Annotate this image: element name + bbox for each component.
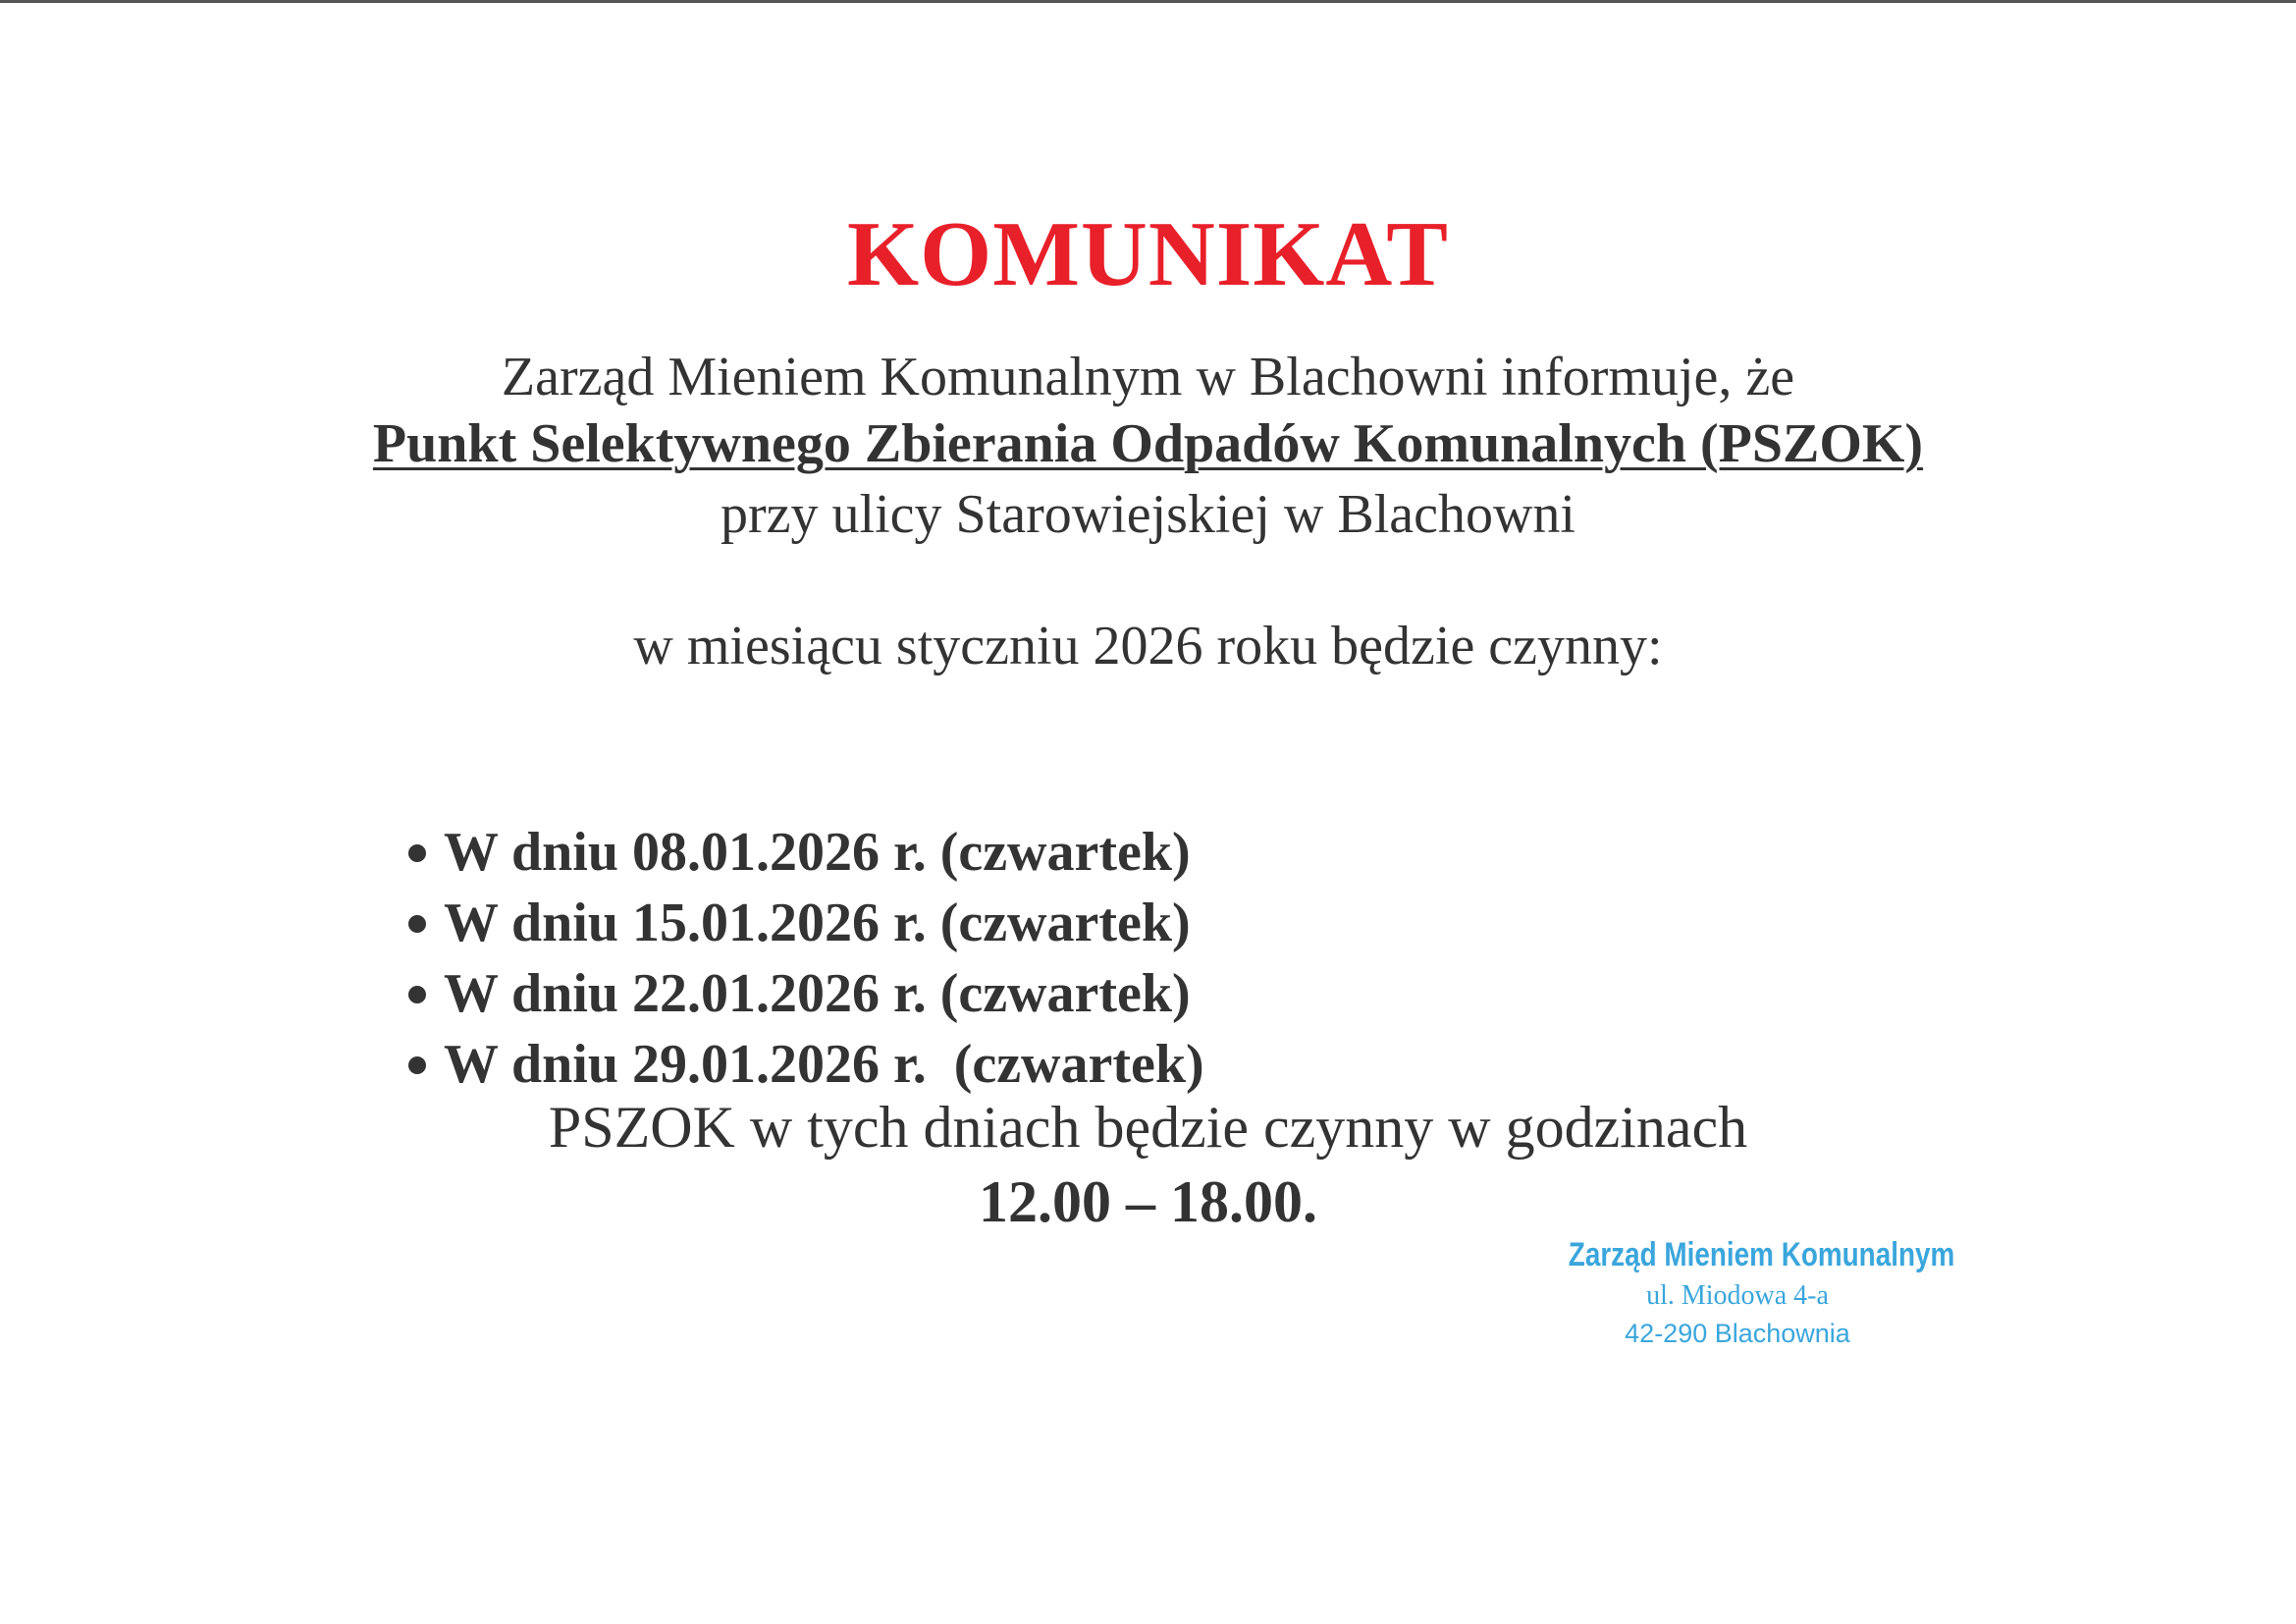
intro-text: Zarząd Mieniem Komunalnym w Blachowni informuje, że — [501, 347, 1795, 407]
facility-location: przy ulicy Starowiejskiej w Blachowni — [721, 484, 1575, 545]
facility-name: Punkt Selektywnego Zbierania Odpadów Komunalnych (PSZOK) — [372, 413, 1924, 474]
month-line: w miesiącu styczniu 2026 roku będzie czynny: — [633, 616, 1663, 677]
bullet-icon — [408, 986, 426, 1003]
page-title: KOMUNIKAT — [846, 203, 1450, 305]
page-top-edge — [0, 0, 2296, 3]
bullet-icon — [408, 844, 426, 862]
stamp-name: Zarząd Mieniem Komunalnym — [1568, 1236, 1955, 1273]
stamp-city: 42-290 Blachownia — [1625, 1319, 1850, 1349]
office-stamp — [1531, 1235, 1955, 1350]
date-label: W dniu 29.01.2026 r. (czwartek) — [444, 1034, 1204, 1095]
opening-hours: 12.00 – 18.00. — [979, 1169, 1317, 1234]
opening-dates-list — [353, 746, 1204, 1095]
date-label: W dniu 15.01.2026 r. (czwartek) — [444, 893, 1191, 953]
date-label: W dniu 08.01.2026 r. (czwartek) — [444, 822, 1191, 883]
stamp-street: ul. Miodowa 4-a — [1646, 1279, 1829, 1311]
bullet-icon — [408, 915, 426, 933]
bullet-icon — [408, 1056, 426, 1074]
list-item — [353, 746, 1204, 883]
date-label: W dniu 22.01.2026 r. (czwartek) — [444, 963, 1191, 1024]
hours-line: PSZOK w tych dniach będzie czynny w godzinach — [548, 1095, 1748, 1160]
